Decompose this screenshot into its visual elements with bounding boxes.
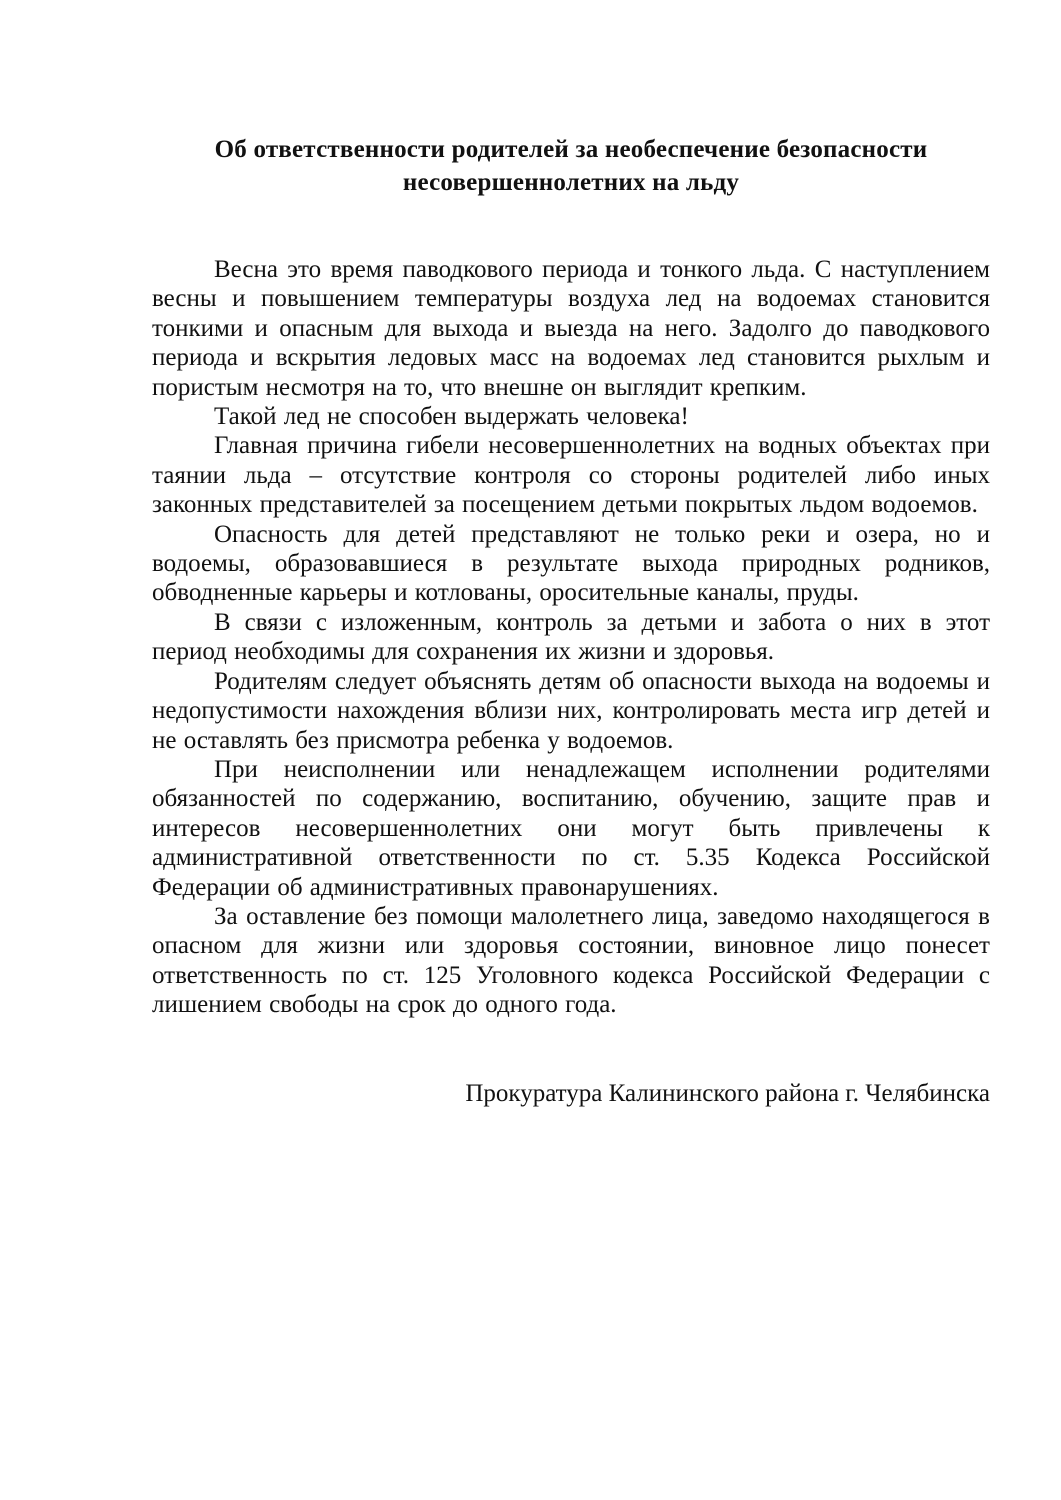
document-title: Об ответственности родителей за необеспечение безопасности несовершеннолетних на льду <box>214 136 928 196</box>
paragraph-administrative-liability: При неисполнении или ненадлежащем исполнении родителями обязанностей по содержанию, воспитанию, обучению, защите прав и интересов несовершеннолетних они могут быть привлечены к административной ответственности по ст. 5.35 Кодекса Российской Федерации об административных правонарушениях. <box>152 755 990 901</box>
paragraph-main-cause: Главная причина гибели несовершеннолетних на водных объектах при таянии льда – отсутствие контроля со стороны родителей либо иных законных представителей за посещением детьми покрытых льдом водоемов. <box>152 432 990 519</box>
document-body <box>152 255 990 1020</box>
paragraph-control-needed: В связи с изложенным, контроль за детьми и забота о них в этот период необходимы для сохранения их жизни и здоровья. <box>152 608 990 666</box>
paragraph-danger-waterbodies: Опасность для детей представляют не только реки и озера, но и водоемы, образовавшиеся в результате выхода природных родников, обводненные карьеры и котлованы, оросительные каналы, пруды. <box>152 520 990 607</box>
paragraph-intro-spring-ice: Весна это время паводкового периода и тонкого льда. С наступлением весны и повышением температуры воздуха лед на водоемах становится тонкими и опасным для выхода и выезда на него. Задолго до паводкового периода и вскрытия ледовых масс на водоемах лед становится рыхлым и пористым несмотря на то, что внешне он выглядит крепким. <box>152 256 990 401</box>
paragraph-parents-should-explain: Родителям следует объяснять детям об опасности выхода на водоемы и недопустимости нахождения вблизи них, контролировать места игр детей и не оставлять без присмотра ребенка у водоемов. <box>152 667 990 754</box>
paragraph-ice-cannot-hold: Такой лед не способен выдержать человека! <box>214 403 689 431</box>
paragraph-criminal-liability: За оставление без помощи малолетнего лица, заведомо находящегося в опасном для жизни или здоровья состоянии, виновное лицо понесет ответственность по ст. 125 Уголовного кодекса Российской Федерации с лишением свободы на срок до одного года. <box>152 902 990 1019</box>
signature-line: Прокуратура Калининского района г. Челябинска <box>465 1079 990 1107</box>
